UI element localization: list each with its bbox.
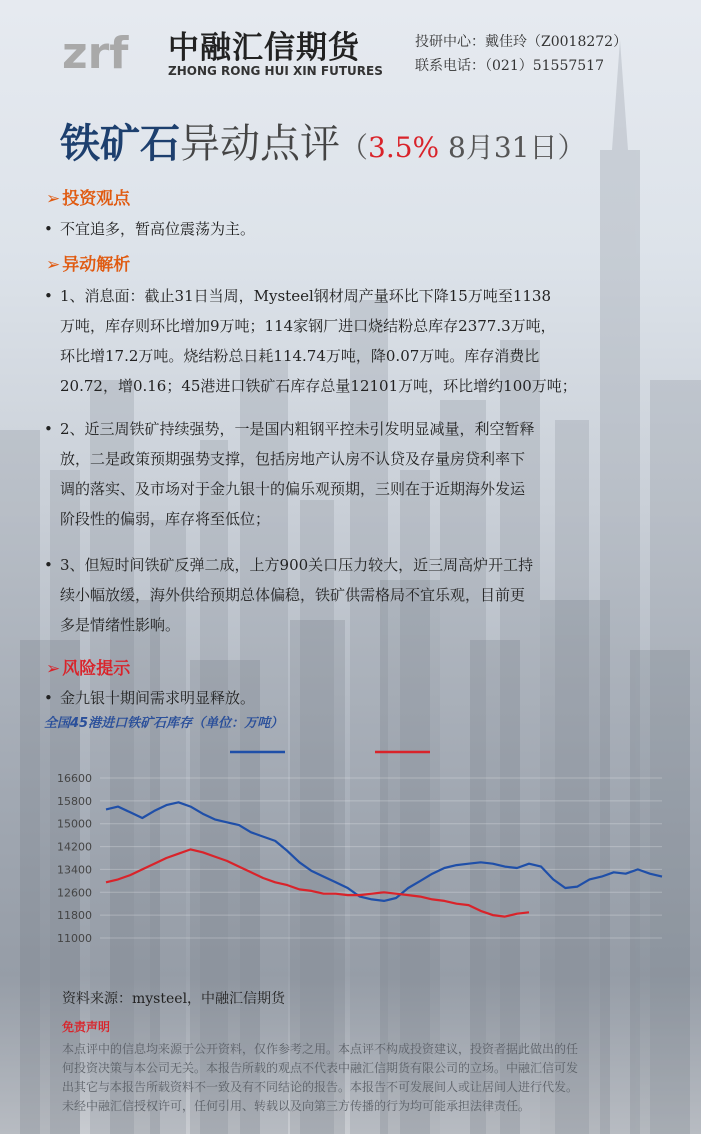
y-tick-label: 11000: [57, 932, 92, 945]
title-subject: 异动点评: [180, 121, 340, 167]
arrow-icon: ➢: [46, 255, 61, 275]
zrf-logo-mark: [62, 14, 162, 82]
series-line-1: [106, 802, 662, 901]
y-tick-label: 16600: [57, 772, 92, 785]
analysis-item-2: • 2、近三周铁矿持续强势，一是国内粗钢平控未引发明显减量，利空暂释 放，二是政策预期强势支撑，包括房地产认房不认贷及存量房贷利率下 调的落实、及市场对于金九银十的偏乐观预期，三则在于近期海外发运 阶段性的偏弱，库存将至低位；: [44, 414, 664, 534]
contact-info: [415, 30, 627, 78]
title-paren-open: （: [340, 131, 369, 164]
logo-mark-text: zrf: [62, 28, 129, 79]
phone-contact: 联系电话：（021）51557517: [415, 58, 604, 74]
bullet-icon: •: [44, 556, 53, 574]
view-paragraph: • 不宜追多，暂高位震荡为主。: [44, 214, 664, 244]
arrow-icon: ➢: [46, 659, 61, 679]
port-inventory-line-chart: [30, 706, 680, 986]
company-logo: [62, 14, 382, 84]
disclaimer-title: 免责声明: [62, 1020, 111, 1034]
data-source: 资料来源：mysteel，中融汇信期货: [62, 991, 286, 1007]
y-tick-label: 15800: [57, 794, 92, 808]
y-tick-label: 15000: [57, 817, 92, 831]
y-tick-label: 13400: [57, 863, 92, 877]
analysis-item-3: • 3、但短时间铁矿反弹二成，上方900关口压力较大，近三周高炉开工持 续小幅放缓，海外供给预期总体偏稳，铁矿供需格局不宜乐观，目前更 多是情绪性影响。: [44, 550, 664, 640]
bullet-icon: •: [44, 220, 53, 238]
analyst-contact: 投研中心：戴佳玲（Z0018272）: [415, 34, 628, 50]
section-heading-risk: ➢ 风险提示: [46, 659, 131, 679]
bullet-icon: •: [44, 689, 53, 707]
logo-english-name: ZHONG RONG HUI XIN FUTURES: [168, 64, 383, 78]
chart-title: 全国45港进口铁矿石库存（单位：万吨）: [44, 716, 284, 731]
title-commodity: 铁矿石: [60, 121, 180, 167]
y-tick-label: 11800: [57, 909, 92, 923]
section-heading-view: ➢ 投资观点: [46, 189, 131, 209]
report-title: [60, 112, 586, 169]
risk-paragraph: • 金九银十期间需求明显释放。: [44, 683, 664, 713]
y-tick-label: 14200: [57, 840, 92, 854]
logo-chinese-name: 中融汇信期货: [168, 30, 360, 66]
title-percent-change: 3.5%: [368, 131, 440, 164]
title-date: 8月31日）: [439, 131, 586, 164]
bullet-icon: •: [44, 420, 53, 438]
analysis-item-1: • 1、消息面：截止31日当周，Mysteel钢材周产量环比下降15万吨至1138 万吨，库存则环比增加9万吨；114家钢厂进口烧结粉总库存2377.3万吨， 环比增17.2万吨。烧结粉总日耗114.74万吨，降0.07万吨。库存消费比 20.72，增0.16；45港进口铁矿石库存总量12101万吨，环比增约100万吨；: [44, 281, 664, 401]
bullet-icon: •: [44, 287, 53, 305]
series-line-2: [106, 849, 529, 916]
y-tick-label: 12600: [57, 886, 92, 900]
disclaimer-text: 本点评中的信息均来源于公开资料，仅作参考之用。本点评不构成投资建议，投资者据此做出的任 何投资决策与本公司无关。本报告所载的观点不代表中融汇信期货有限公司的立场。中融汇信可发 出其它与本报告所载资料不一致及有不同结论的报告。本报告不可发展间人或让居间人进行代发。 未经中融汇信授权许可，任何引用、转载以及向第三方传播的行为均可能承担法律责任。: [62, 1042, 579, 1113]
arrow-icon: ➢: [46, 189, 61, 209]
section-heading-analysis: ➢ 异动解析: [46, 255, 131, 275]
